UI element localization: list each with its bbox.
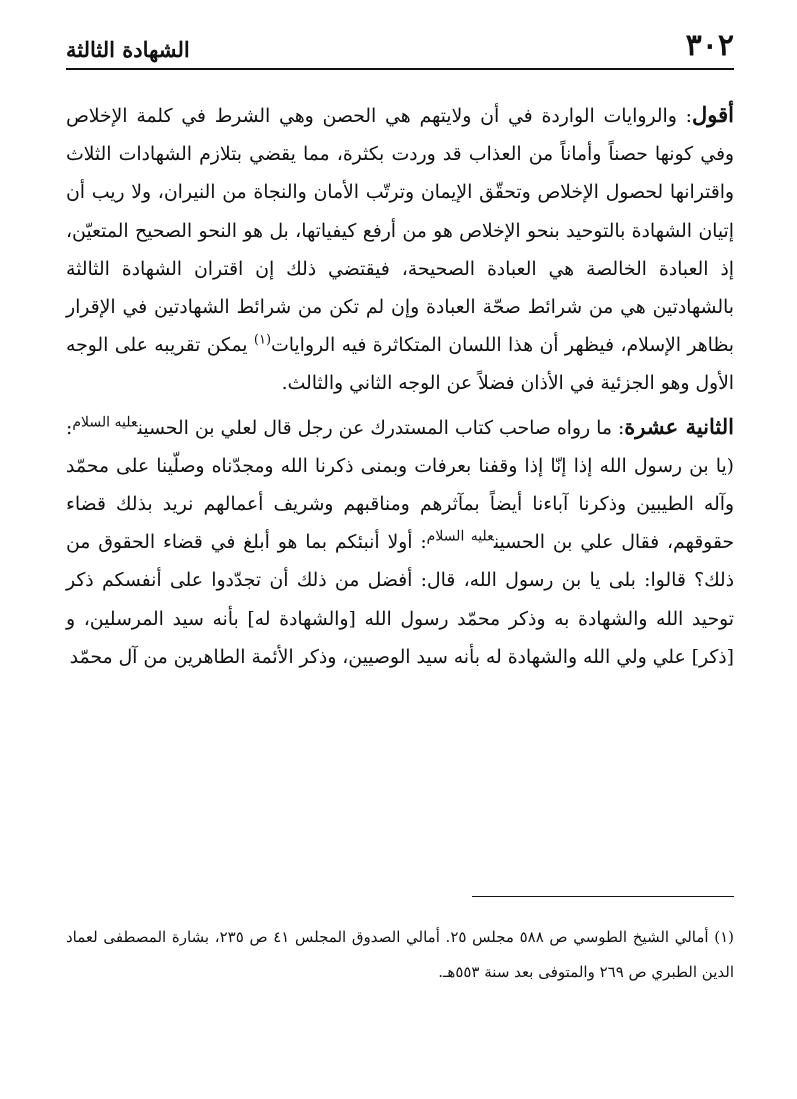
footnote-reference: (١) [253, 332, 272, 348]
footnote-marker: (١) [714, 928, 735, 946]
footnote-item [66, 920, 734, 990]
paragraph-lead-word: أقول [692, 102, 734, 127]
paragraph-text-continued: : (يا بن رسول الله إذا إنّا إذا وقفنا بعرفات وبمنى ذكرنا الله ومجدّناه وصلّينا على محمّد وآله الطيبين وذكرنا آباءنا أيضاً بمآثرهم ومناقبهم وشريف أعمالهم نريد بذلك قضاء حقوقهم، فقال علي بن الحسين [66, 417, 734, 554]
paragraph-first [66, 96, 734, 404]
paragraph-lead-heading: الثانية عشرة [624, 413, 734, 439]
book-page [66, 28, 734, 1078]
peace-be-upon-him-ligature: عليه السلام [426, 528, 494, 545]
footnotes [66, 920, 734, 990]
paragraph-text: : ما رواه صاحب كتاب المستدرك عن رجل قال لعلي بن الحسين [137, 417, 625, 439]
running-title: الشهادة الثالثة [66, 37, 190, 62]
peace-be-upon-him-ligature: عليه السلام [72, 414, 138, 431]
footnote-text: أمالي الشيخ الطوسي ص ٥٨٨ مجلس ٢٥. أمالي الصدوق المجلس ٤١ ص ٢٣٥، بشارة المصطفى لعماد الدين الطبري ص ٢٦٩ والمتوفى بعد سنة ٥٥٣هـ. [66, 928, 734, 981]
paragraph-text: : والروايات الواردة في أن ولايتهم هي الحصن وهي الشرط في كلمة الإخلاص وفي كونها حصناً وأماناً من العذاب قد وردت بكثرة، مما يقضي بتلازم الشهادات الثلاث واقترانها لحصول الإخلاص وتحقّق الإيمان وترتّب الأمان والنجاة من النيران، ولا ريب أن إتيان الشهادة بالتوحيد بنحو الإخلاص هو من أرفع كيفياتها، بل هو النحو الصحيح المتعيّن، إذ العبادة الخالصة هي العبادة الصحيحة، فيقتضي ذلك إن اقتران الشهادة الثالثة بالشهادتين هي من شرائط صحّة العبادة وإن لم تكن من شرائط الشهادتين في الإقرار بظاهر الإسلام، فيظهر أن هذا اللسان المتكاثرة فيه الروايات [66, 106, 734, 357]
paragraph-text-continued: يمكن تقريبه على الوجه الأول وهو الجزئية في الأذان فضلاً عن الوجه الثاني والثالث. [66, 335, 734, 395]
page-header [66, 28, 734, 70]
page-number: ٣٠٢ [685, 28, 734, 63]
main-text [66, 96, 734, 677]
footnote-divider [472, 896, 734, 897]
paragraph-second [66, 408, 734, 677]
paragraph-text-continued: : أولا أنبئكم بما هو أبلغ في قضاء الحقوق من ذلك؟ قالوا: بلى يا بن رسول الله، قال: أفضل من ذلك أن تجدّدوا على أنفسكم ذكر توحيد الله والشهادة به وذكر محمّد رسول الله [والشهادة له] بأنه سيد المرسلين، و [ذكر] علي ولي الله والشهادة له بأنه سيد الوصيين، وذكر الأئمة الطاهرين من آل محمّد [66, 532, 734, 668]
